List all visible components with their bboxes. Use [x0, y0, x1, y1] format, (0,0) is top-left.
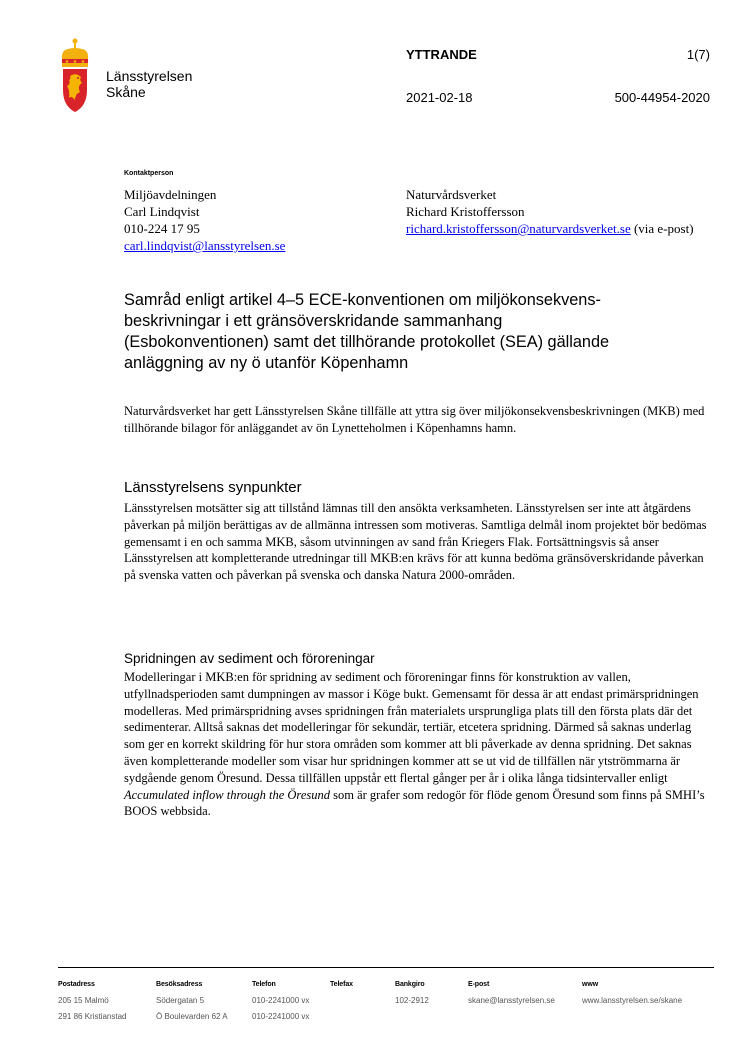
- footer-heading: E-post: [468, 981, 490, 988]
- footer-heading: Postadress: [58, 981, 95, 988]
- footer-value: www.lansstyrelsen.se/skane: [582, 996, 683, 1005]
- crown-icon: [62, 39, 88, 68]
- sender-department: Miljöavdelningen: [124, 187, 217, 202]
- footer-value: 205 15 Malmö: [58, 996, 109, 1005]
- footer-heading: Besöksadress: [156, 981, 203, 988]
- footer-bankgiro: [395, 977, 429, 1009]
- organization-name-line2: Skåne: [106, 84, 146, 100]
- document-title: Samråd enligt artikel 4–5 ECE-konventionen om miljökonsekvens-beskrivningar i ett gränsöverskridande sammanhang (Esbokonventionen) samt det tillhörande protokollet (SEA) gällande anläggning av ny ö utanför Köpenhamn: [124, 291, 610, 372]
- section2-body-text-end: som är grafer som redogör för flöde genom Öresund som finns på SMHI’s BOOS webbsida.: [124, 787, 705, 819]
- recipient-email-link[interactable]: richard.kristoffersson@naturvardsverket.se: [406, 221, 631, 236]
- recipient-block: [406, 186, 712, 237]
- organization-name: [106, 68, 192, 100]
- footer-heading: Telefax: [330, 981, 353, 988]
- sender-email-link[interactable]: carl.lindqvist@lansstyrelsen.se: [124, 238, 286, 253]
- sender-block: [124, 186, 374, 254]
- footer-phone: [252, 977, 309, 1025]
- footer-value: Ö Boulevarden 62 A: [156, 1012, 228, 1021]
- footer-divider: [58, 967, 714, 968]
- section2-body-italic: Accumulated inflow through the Öresund: [124, 787, 330, 802]
- lansstyrelsen-logo: [58, 38, 92, 114]
- document-type: YTTRANDE: [406, 47, 477, 62]
- footer-heading: Telefon: [252, 981, 276, 988]
- recipient-email-suffix: (via e-post): [630, 221, 694, 236]
- recipient-name: Richard Kristoffersson: [406, 204, 525, 219]
- document-date: 2021-02-18: [406, 90, 473, 105]
- section2-heading: Spridningen av sediment och föroreningar: [124, 651, 375, 666]
- contact-label: Kontaktperson: [124, 170, 174, 177]
- page-number: 1(7): [686, 47, 710, 62]
- footer-value: skane@lansstyrelsen.se: [468, 996, 555, 1005]
- footer-website: [582, 977, 682, 1009]
- footer-visiting-address: [156, 977, 228, 1025]
- footer-value: 102-2912: [395, 996, 429, 1005]
- footer-fax: [330, 977, 353, 993]
- griffin-shield-icon: [63, 69, 87, 112]
- recipient-email-line: [406, 221, 694, 236]
- footer-heading: Bankgiro: [395, 981, 425, 988]
- sender-name: Carl Lindqvist: [124, 204, 200, 219]
- footer-email: [468, 977, 555, 1009]
- footer-value: 291 86 Kristianstad: [58, 1012, 127, 1021]
- footer-heading: www: [582, 981, 599, 988]
- section2-body-text: Modelleringar i MKB:en för spridning av sediment och föroreningar finns för konstruktion av vallen, utfyllnadsperioden samt dumpningen av massor i Köge bukt. Gemensamt för dessa är att endast primärspridningen modelleras. Med primärspridning avses spridningen från materialets ursprungliga plats till den första plats där det sedimenterar. Alltså saknas det modelleringar för sekundär, tertiär, etcetera spridning. Därmed så saknas underlag som ger en korrekt skildring för hur stora områden som kommer att bli påverkade av denna spridning. Det saknas även kompletterande modeller som visar hur spridningen kommer att se ut vid de tillfällen när ytströmmarna är sydgående genom Öresund. Dessa tillfällen uppstår ett flertal gånger per år i olika långa tidsintervaller enligt: [124, 670, 699, 785]
- footer-value: 010-2241000 vx: [252, 1012, 310, 1021]
- footer-value: Södergatan 5: [156, 996, 205, 1005]
- section1-body: Länsstyrelsen motsätter sig att tillstånd lämnas till den ansökta verksamheten. Länsstyrelsen ser inte att åtgärdens påverkan på miljön berättigas av de allmänna intressen som motiveras. Samtliga delmål inom projektet bör bedömas gemensamt i en och samma MKB, såsom utvinningen av sand från Kriegers Flak. Fortsättningsvis så anser Länsstyrelsen att kompletterande utredningar till MKB:en krävs för att kunna bedöma gränsöverskridande påverkan på svenska vatten och påverkan på svenska och danska Natura 2000-områden.: [124, 501, 707, 583]
- document-reference: 500-44954-2020: [614, 90, 710, 105]
- footer-postal-address: [58, 977, 127, 1025]
- organization-name-line1: Länsstyrelsen: [106, 68, 193, 84]
- intro-paragraph: Naturvårdsverket har gett Länsstyrelsen Skåne tillfälle att yttra sig över miljökonsekvensbeskrivningen (MKB) med tillhörande bilagor för anläggandet av ön Lynetteholmen i Köpenhamns hamn.: [124, 404, 705, 435]
- footer-value: 010-2241000 vx: [252, 996, 310, 1005]
- recipient-organization: Naturvårdsverket: [406, 187, 497, 202]
- section2-body: [124, 669, 714, 820]
- sender-phone: 010-224 17 95: [124, 221, 200, 236]
- section1-heading: Länsstyrelsens synpunkter: [124, 479, 302, 496]
